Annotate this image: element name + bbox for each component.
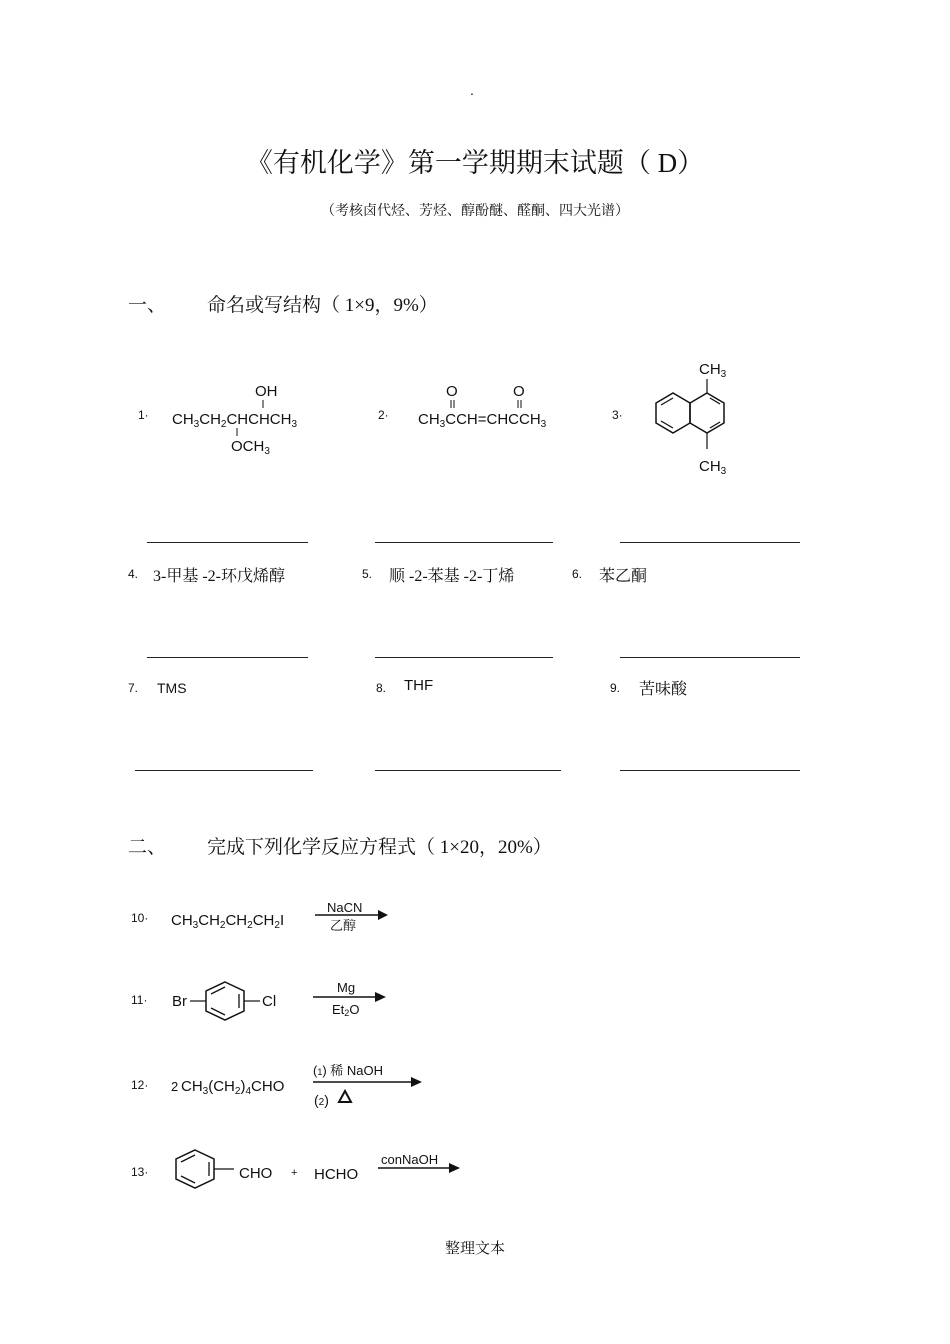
- section2-label: 二、: [128, 837, 167, 858]
- structure-2: [415, 378, 575, 438]
- question-text: TMS: [157, 680, 187, 696]
- structure-1: [170, 378, 330, 462]
- answer-blank[interactable]: [375, 657, 553, 658]
- item-number: 5.: [362, 567, 373, 581]
- item-number: 13·: [131, 1165, 149, 1179]
- item-number: 10·: [131, 911, 149, 925]
- reaction-12-step-2: (2): [314, 1092, 329, 1108]
- reaction-11-chlorine: Cl: [262, 993, 277, 1010]
- item-number: 4.: [128, 567, 139, 581]
- section1-label: 一、: [128, 295, 167, 316]
- question-text: 苯乙酮: [599, 568, 648, 585]
- item-number: 1·: [138, 408, 149, 422]
- reaction-13-aldehyde-group: CHO: [239, 1165, 273, 1182]
- structure-3-top-methyl: $CH_3$: [699, 361, 727, 380]
- item-number: 11·: [131, 993, 148, 1007]
- reaction-10: [168, 896, 398, 940]
- answer-blank[interactable]: [375, 770, 561, 771]
- structure-3-bottom-methyl: $CH_3$: [699, 458, 727, 477]
- item-number: 3·: [612, 408, 623, 422]
- reaction-12-coefficient: 2: [171, 1079, 179, 1094]
- page-title: 《有机化学》第一学期期末试题（ D）: [245, 148, 705, 178]
- reaction-13-reagent: conNaOH: [381, 1152, 439, 1167]
- question-text: 苦味酸: [639, 681, 688, 698]
- page-subtitle: （考核卤代烃、芳烃、醇酚醚、醛酮、四大光谱）: [321, 204, 629, 219]
- reaction-11-solvent: Et2O: [332, 1002, 360, 1018]
- question-text: THF: [404, 677, 434, 694]
- structure-1-bottom-group: $OCH_3$: [231, 438, 270, 457]
- answer-blank[interactable]: [620, 770, 800, 771]
- header-dot: .: [470, 82, 474, 98]
- reaction-13-plus: +: [291, 1167, 298, 1179]
- reaction-10-solvent: 乙醇: [330, 918, 357, 933]
- reaction-13: [168, 1140, 478, 1198]
- item-number: 12·: [131, 1078, 149, 1092]
- question-text: 3-甲基 -2-环戊烯醇: [153, 568, 285, 585]
- item-number: 7.: [128, 681, 139, 695]
- structure-1-chain: $CH_3CH_2CHCHCH_3$: [172, 411, 298, 430]
- reaction-10-reagent: NaCN: [327, 900, 363, 915]
- structure-3-naphthalene: [640, 355, 760, 485]
- section1-heading: 命名或写结构（ 1×9，9%）: [207, 295, 438, 316]
- answer-blank[interactable]: [620, 657, 800, 658]
- item-number: 8.: [376, 681, 387, 695]
- reaction-12-reactant: $CH_3(CH_2)_4CHO$: [181, 1078, 285, 1097]
- section2-heading: 完成下列化学反应方程式（ 1×20，20%）: [207, 837, 552, 858]
- reaction-11-bromine: Br: [172, 993, 187, 1010]
- reaction-12: [168, 1058, 438, 1112]
- reaction-12-step-1: (1) 稀 NaOH: [313, 1063, 384, 1078]
- page-footer: 整理文本: [444, 1241, 505, 1257]
- answer-blank[interactable]: [147, 542, 308, 543]
- reaction-11: [168, 970, 398, 1026]
- answer-blank[interactable]: [620, 542, 800, 543]
- reaction-11-reagent: Mg: [337, 980, 356, 995]
- structure-2-chain: $CH_3CCH=CHCCH_3$: [418, 411, 547, 430]
- reaction-13-reactant-2: HCHO: [314, 1166, 359, 1183]
- question-text: 顺 -2-苯基 -2-丁烯: [389, 568, 515, 585]
- item-number: 6.: [572, 567, 583, 581]
- structure-2-oxygen: O: [446, 383, 458, 400]
- item-number: 2·: [378, 408, 389, 422]
- item-number: 9.: [610, 681, 621, 695]
- answer-blank[interactable]: [135, 770, 313, 771]
- answer-blank[interactable]: [375, 542, 553, 543]
- structure-1-top-group: OH: [255, 383, 278, 400]
- structure-2-oxygen: O: [513, 383, 525, 400]
- answer-blank[interactable]: [147, 657, 308, 658]
- reaction-10-reactant: $CH_3CH_2CH_2CH_2I$: [171, 912, 285, 931]
